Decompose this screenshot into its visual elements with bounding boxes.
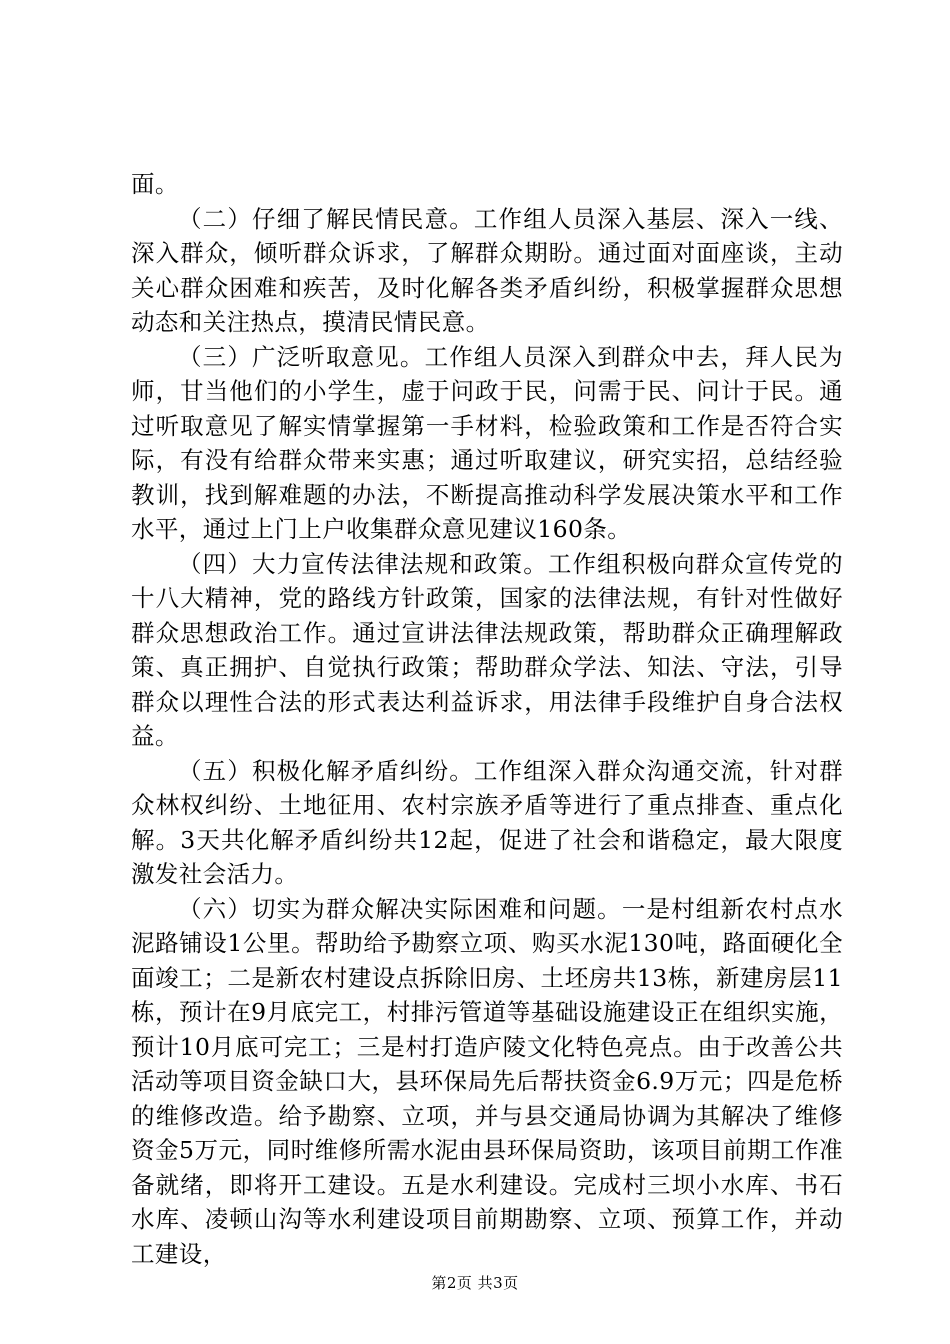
document-body xyxy=(131,167,843,1271)
paragraph-section-2: （二）仔细了解民情民意。工作组人员深入基层、深入一线、深入群众，倾听群众诉求，了解群众期盼。通过面对面座谈，主动关心群众困难和疾苦，及时化解各类矛盾纠纷，积极掌握群众思想动态和关注热点，摸清民情民意。 xyxy=(131,204,843,336)
paragraph-section-6: （六）切实为群众解决实际困难和问题。一是村组新农村点水泥路铺设1公里。帮助给予勘察立项、购买水泥130吨，路面硬化全面竣工；二是新农村建设点拆除旧房、土坯房共13栋，新建房层11栋，预计在9月底完工，村排污管道等基础设施建设正在组织实施，预计10月底可完工；三是村打造庐陵文化特色亮点。由于改善公共活动等项目资金缺口大，县环保局先后帮扶资金6.9万元；四是危桥的维修改造。给予勘察、立项，并与县交通局协调为其解决了维修资金5万元，同时维修所需水泥由县环保局资助，该项目前期工作准备就绪，即将开工建设。五是水利建设。完成村三坝小水库、书石水库、凌顿山沟等水利建设项目前期勘察、立项、预算工作，并动工建设， xyxy=(131,894,843,1268)
paragraph-continuation: 面。 xyxy=(131,170,179,198)
paragraph-section-5: （五）积极化解矛盾纠纷。工作组深入群众沟通交流，针对群众林权纠纷、土地征用、农村宗族矛盾等进行了重点排查、重点化解。3天共化解矛盾纠纷共12起，促进了社会和谐稳定，最大限度激发社会活力。 xyxy=(131,756,843,888)
page-footer: 第2页 共3页 xyxy=(431,1274,519,1292)
paragraph-section-4: （四）大力宣传法律法规和政策。工作组积极向群众宣传党的十八大精神，党的路线方针政策，国家的法律法规，有针对性做好群众思想政治工作。通过宣讲法律法规政策，帮助群众正确理解政策、真正拥护、自觉执行政策；帮助群众学法、知法、守法，引导群众以理性合法的形式表达利益诉求，用法律手段维护自身合法权益。 xyxy=(131,549,843,750)
paragraph-section-3: （三）广泛听取意见。工作组人员深入到群众中去，拜人民为师，甘当他们的小学生，虚于问政于民，问需于民、问计于民。通过听取意见了解实情掌握第一手材料，检验政策和工作是否符合实际，有没有给群众带来实惠；通过听取建议，研究实招，总结经验教训，找到解难题的办法，不断提高推动科学发展决策水平和工作水平，通过上门上户收集群众意见建议160条。 xyxy=(131,342,843,543)
